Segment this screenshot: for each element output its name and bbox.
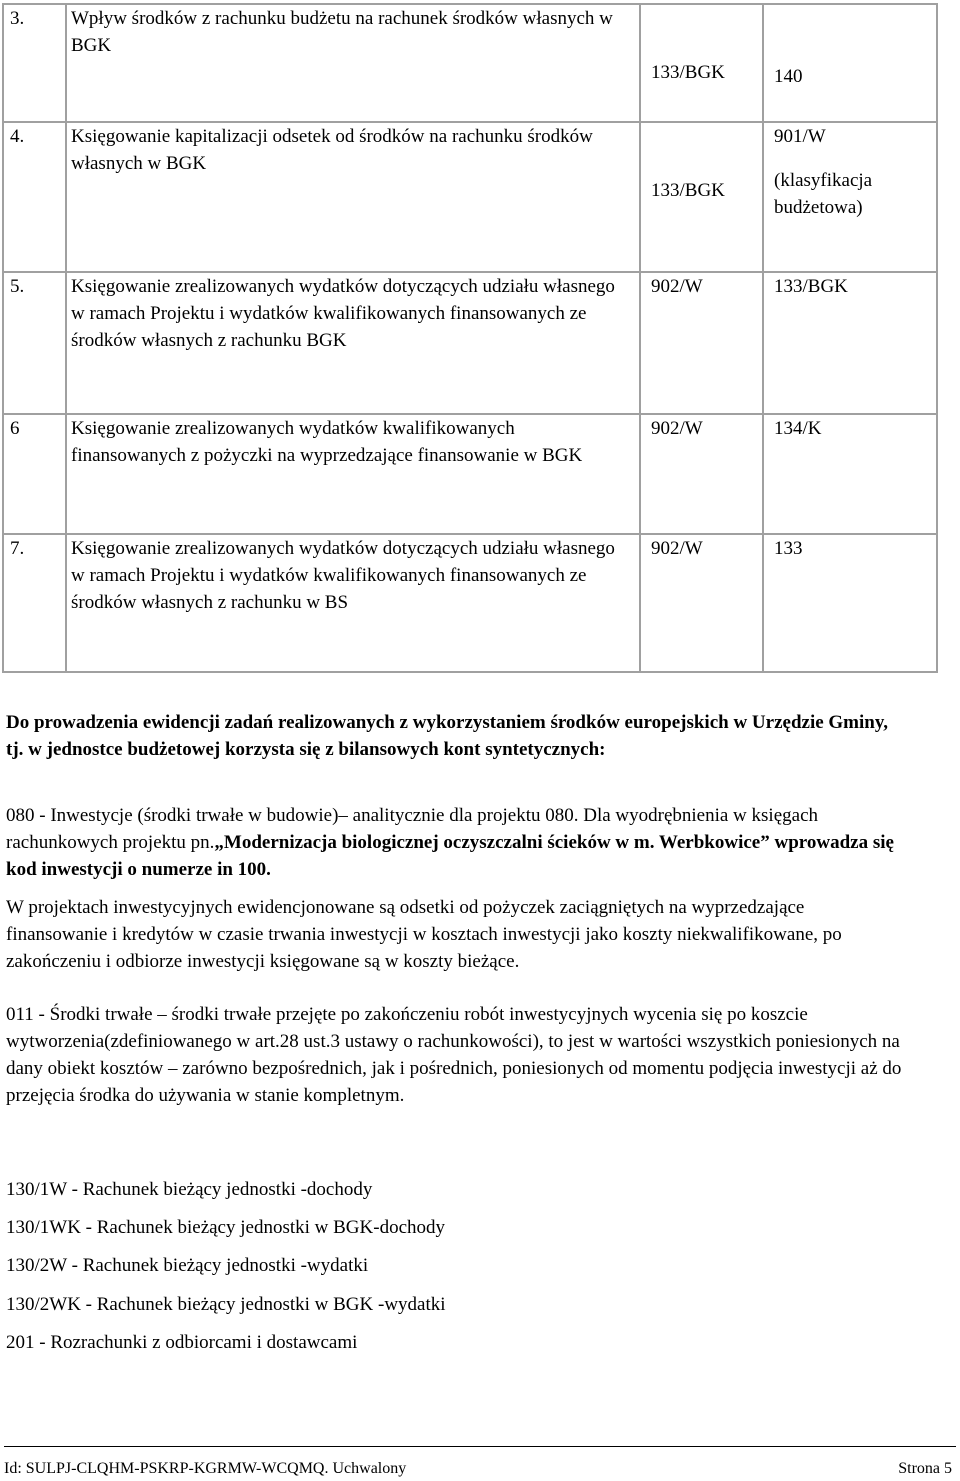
- row-description: Księgowanie kapitalizacji odsetek od środków na rachunku środków własnych w BGK: [66, 122, 640, 272]
- table-row: [3, 272, 937, 414]
- row-credit-account: 901/W (klasyfikacja budżetowa): [763, 122, 937, 272]
- row-credit-account: 133/BGK: [763, 272, 937, 414]
- account-line: 130/1WK - Rachunek bieżący jednostki w BGK-dochody: [6, 1217, 446, 1238]
- document-id: Id: SULPJ-CLQHM-PSKRP-KGRMW-WCQMQ. Uchwalony: [4, 1460, 407, 1477]
- table-row: [3, 414, 937, 534]
- row-credit-account: 134/K: [763, 414, 937, 534]
- page-number: Strona 5: [898, 1460, 952, 1477]
- page-footer: [4, 1459, 952, 1479]
- row-description: Księgowanie zrealizowanych wydatków dotyczących udziału własnego w ramach Projektu i wydatków kwalifikowanych finansowanych ze środków własnych z rachunku w BS: [66, 534, 640, 672]
- row-debit-account: 902/W: [640, 272, 763, 414]
- row-number: 4.: [3, 122, 66, 272]
- row-number: 6: [3, 414, 66, 534]
- row-debit-account: 902/W: [640, 534, 763, 672]
- account-line: 201 - Rozrachunki z odbiorcami i dostawcami: [6, 1332, 358, 1353]
- table-row: [3, 534, 937, 672]
- row-number: 7.: [3, 534, 66, 672]
- intro-paragraph: Do prowadzenia ewidencji zadań realizowanych z wykorzystaniem środków europejskich w Urzędzie Gminy, tj. w jednostce budżetowej korzysta się z bilansowych kont syntetycznych:: [6, 712, 889, 760]
- account-line: 130/1W - Rachunek bieżący jednostki -dochody: [6, 1179, 373, 1200]
- table-row: [3, 4, 937, 122]
- account-080-paragraph: 080 - Inwestycje (środki trwałe w budowie)– analitycznie dla projektu 080. Dla wyodrębnienia w księgach rachunkowych projektu pn.„Modernizacja biologicznej oczyszczalni ścieków w m. Werbkowice” wprowadza się kod inwestycji o numerze in 100.: [6, 805, 894, 880]
- row-credit-account: 133: [763, 534, 937, 672]
- row-description: Wpływ środków z rachunku budżetu na rachunek środków własnych w BGK: [66, 4, 640, 122]
- row-description: Księgowanie zrealizowanych wydatków kwalifikowanych finansowanych z pożyczki na wyprzedzające finansowanie w BGK: [66, 414, 640, 534]
- account-011-paragraph: 011 - Środki trwałe – środki trwałe przejęte po zakończeniu robót inwestycyjnych wycenia się po koszcie wytworzenia(zdefiniowanego w art.28 ust.3 ustawy o rachunkowości), to jest w wartości wszystkich poniesionych na dany obiekt kosztów – zarówno bezpośrednich, jak i pośrednich, poniesionych od momentu podjęcia inwestycji aż do przejęcia środka do używania w stanie kompletnym.: [6, 1004, 902, 1106]
- footer-divider: [4, 1446, 956, 1447]
- accounting-table: [2, 3, 938, 673]
- account-line: 130/2WK - Rachunek bieżący jednostki w BGK -wydatki: [6, 1294, 446, 1315]
- table-row: [3, 122, 937, 272]
- row-number: 3.: [3, 4, 66, 122]
- row-debit-account: 133/BGK: [640, 4, 763, 122]
- row-number: 5.: [3, 272, 66, 414]
- row-debit-account: 902/W: [640, 414, 763, 534]
- row-debit-account: 133/BGK: [640, 122, 763, 272]
- row-credit-account: 140: [763, 4, 937, 122]
- row-description: Księgowanie zrealizowanych wydatków dotyczących udziału własnego w ramach Projektu i wydatków kwalifikowanych finansowanych ze środków własnych z rachunku BGK: [66, 272, 640, 414]
- account-line: 130/2W - Rachunek bieżący jednostki -wydatki: [6, 1255, 369, 1276]
- interest-paragraph: W projektach inwestycyjnych ewidencjonowane są odsetki od pożyczek zaciągniętych na wyprzedzające finansowanie i kredytów w czasie trwania inwestycji w kosztach inwestycji jako koszty niekwalifikowane, po zakończeniu i odbiorze inwestycji księgowane są w koszty bieżące.: [6, 897, 842, 972]
